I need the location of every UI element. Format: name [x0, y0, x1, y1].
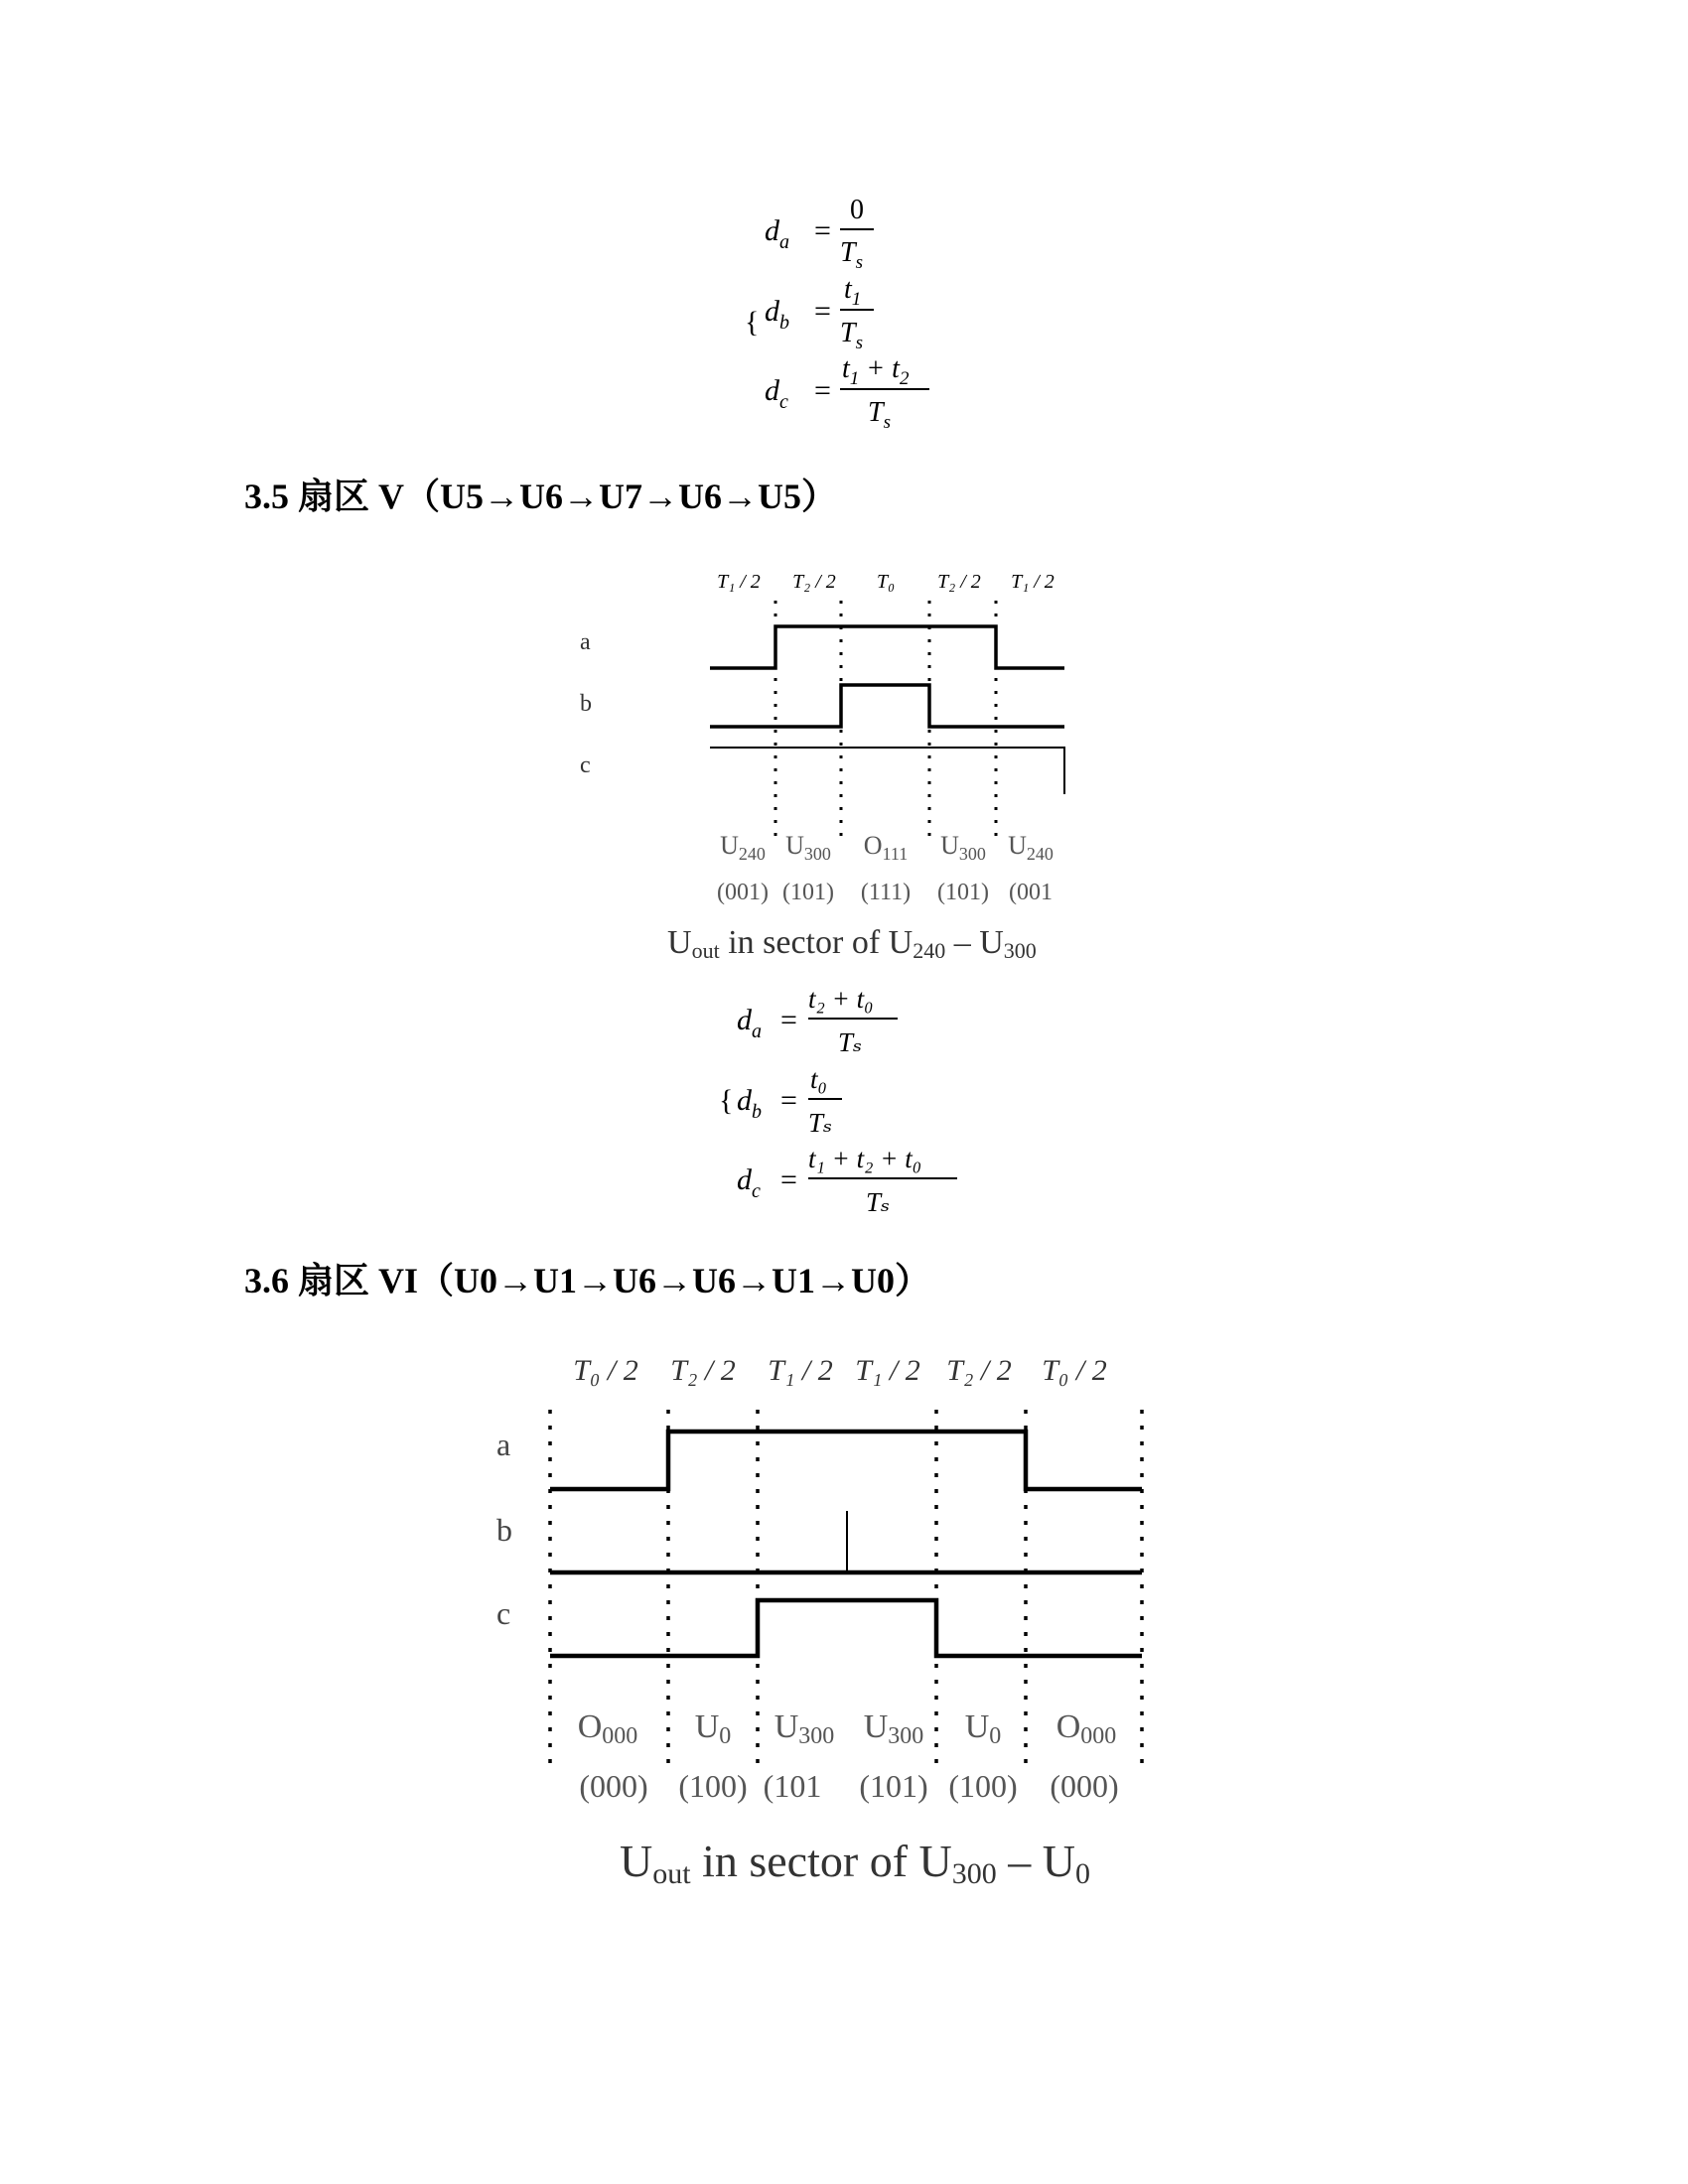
vector-label: $U_{240}$: [720, 831, 766, 864]
vector-label: U300: [774, 1708, 835, 1749]
eq-numerator: $t_1$: [844, 274, 862, 310]
vector-labels: [720, 831, 1054, 864]
eq-numerator: $t_1 + t_2$: [842, 353, 910, 389]
vector-label: U0: [964, 1708, 1002, 1749]
eq-denominator: Tₛ: [808, 1108, 833, 1138]
equation-brace: {: [745, 306, 760, 339]
timing-labels: [573, 1354, 1106, 1387]
waveforms: [710, 626, 1064, 794]
signal-name-c: c: [580, 752, 591, 778]
vector-label: U300: [863, 1708, 924, 1749]
timing-label: T₂ / 2: [937, 571, 981, 593]
equals-sign: =: [814, 214, 831, 247]
timing-label: T₁ / 2: [717, 571, 761, 593]
eq-lhs: $d_a$: [737, 1004, 762, 1042]
waveform-c: [710, 748, 1064, 794]
vector-label: $U_{300}$: [940, 831, 986, 864]
signal-name-a: a: [496, 1427, 511, 1462]
diagram-caption: Uout in sector of U240 – U300: [667, 924, 1037, 963]
vector-code: (000): [579, 1768, 648, 1804]
eq-lhs: $d_a$: [765, 214, 789, 253]
equals-sign: =: [780, 1163, 797, 1196]
timing-label: T₁ / 2: [1011, 571, 1055, 593]
timing-label: T₀ / 2: [1042, 1354, 1107, 1387]
timing-diagram-sector-v: [556, 556, 1172, 973]
eq-lhs: $d_c$: [765, 374, 788, 413]
equals-sign: =: [814, 295, 831, 328]
signal-name-a: a: [580, 629, 591, 655]
equation-block-sector-v: [715, 978, 973, 1226]
signal-name-b: b: [580, 691, 592, 717]
equals-sign: =: [780, 1084, 797, 1117]
waveform-b: [710, 685, 1064, 727]
eq-numerator: t₂ + t₀: [808, 984, 874, 1014]
waveform-c: [550, 1600, 1142, 1656]
divider-lines: [775, 601, 996, 839]
timing-label: T₁ / 2: [768, 1354, 833, 1387]
timing-label: T₀: [876, 571, 896, 593]
timing-label: T₀ / 2: [573, 1354, 638, 1387]
vector-label: O000: [577, 1708, 638, 1749]
waveform-a: [550, 1432, 1142, 1489]
vector-code: (101): [859, 1768, 928, 1804]
equals-sign: =: [814, 374, 831, 407]
eq-lhs: $d_c$: [737, 1163, 761, 1202]
vector-label: $U_{240}$: [1008, 831, 1054, 864]
vector-codes: [717, 880, 1053, 905]
diagram-caption: Uout in sector of U300 – U0: [620, 1836, 1090, 1890]
eq-denominator: $T_s$: [868, 397, 891, 433]
waveforms: [550, 1432, 1142, 1656]
vector-label: $U_{300}$: [785, 831, 831, 864]
eq-denominator: Tₛ: [838, 1027, 863, 1057]
timing-diagram-sector-vi: [477, 1340, 1231, 1896]
vector-code: (100): [678, 1768, 748, 1804]
eq-numerator: t₀: [810, 1064, 827, 1094]
vector-code: (101): [937, 880, 989, 905]
equation-block-top: [735, 189, 973, 437]
waveform-a: [710, 626, 1064, 668]
equation-brace: {: [719, 1084, 734, 1117]
vector-labels: [578, 1708, 1117, 1749]
vector-code: (101): [782, 880, 834, 905]
vector-code: (101: [763, 1768, 822, 1804]
signal-name-c: c: [496, 1595, 511, 1631]
vector-codes: [579, 1768, 1118, 1804]
divider-lines: [550, 1410, 1142, 1767]
timing-label: T₁ / 2: [855, 1354, 920, 1387]
section-heading-3-5: 3.5 扇区 V（U5→U6→U7→U6→U5）: [244, 477, 837, 516]
eq-numerator: t₁ + t₂ + t₀: [808, 1144, 922, 1173]
vector-label: $O_{111}$: [863, 831, 909, 864]
eq-numerator: 0: [850, 195, 864, 225]
vector-code: (000): [1050, 1768, 1119, 1804]
timing-label: T₂ / 2: [946, 1354, 1012, 1387]
eq-denominator: Tₛ: [866, 1187, 891, 1217]
timing-label: T₂ / 2: [670, 1354, 736, 1387]
signal-name-b: b: [496, 1512, 512, 1548]
timing-labels: [717, 571, 1055, 593]
vector-code: (001: [1009, 880, 1053, 905]
vector-code: (100): [948, 1768, 1018, 1804]
vector-code: (111): [860, 880, 912, 905]
equals-sign: =: [780, 1004, 797, 1036]
signal-names: [580, 629, 592, 778]
vector-label: U0: [694, 1708, 732, 1749]
section-heading-3-6: 3.6 扇区 VI（U0→U1→U6→U6→U1→U0）: [244, 1261, 930, 1300]
timing-label: T₂ / 2: [792, 571, 836, 593]
signal-names: [496, 1427, 512, 1631]
eq-denominator: $T_s$: [840, 237, 863, 273]
eq-lhs: $d_b$: [765, 295, 789, 334]
vector-label: O000: [1055, 1708, 1117, 1749]
vector-code: (001): [717, 880, 769, 905]
eq-denominator: $T_s$: [840, 318, 863, 353]
eq-lhs: $d_b$: [737, 1084, 762, 1123]
